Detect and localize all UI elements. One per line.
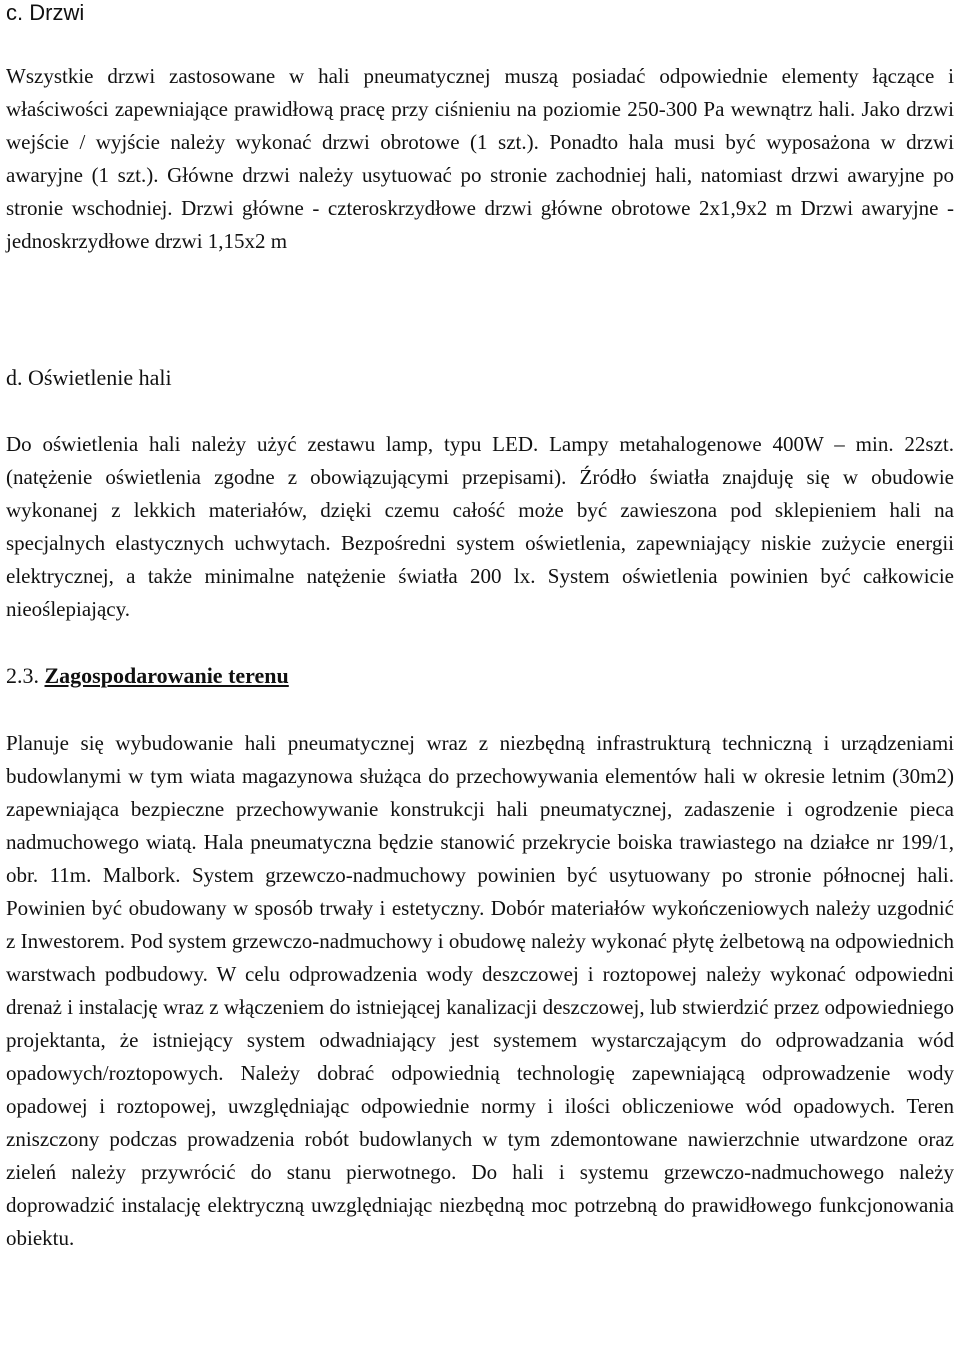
section-number: 2.3. [6,663,39,688]
doors-heading: c. Drzwi [6,0,85,25]
section-title: Zagospodarowanie terenu [44,663,289,688]
land-development-paragraph: Planuje się wybudowanie hali pneumatycznej wraz z niezbędną infrastrukturą techniczną i urządzeniami budowlanymi w tym wiata magazynowa służąca do przechowywania elementów hali w okresie letnim (30m2) zapewniająca bezpieczne przechowywanie konstrukcji hali pneumatycznej, zadaszenie i ogrodzenie pieca nadmuchowego wiatą. Hala pneumatyczna będzie stanowić przekrycie boiska trawiastego na działce nr 199/1, obr. 11m. Malbork. System grzewczo-nadmuchowy powinien być usytuowany po stronie północnej hali. Powinien być obudowany w sposób trwały i estetyczny. Dobór materiałów wykończeniowych należy uzgodnić z Inwestorem. Pod system grzewczo-nadmuchowy i obudowę należy wykonać płytę żelbetową na odpowiednich warstwach podbudowy. W celu odprowadzenia wody deszczowej i roztopowej należy wykonać odpowiedni drenaż i instalację wraz z włączeniem do istniejącej kanalizacji deszczowej, lub stwierdzić przez odpowiedniego projektanta, że istniejący system odwadniający jest systemem wystarczającym do odprowadzania wód opadowych/roztopowych. Należy dobrać odpowiednią technologię zapewniającą odprowadzenie wody opadowej i roztopowej, uwzględniając odpowiednie normy i ilości obliczeniowe wód opadowych. Teren zniszczony podczas prowadzenia robót budowlanych w tym zdemontowane nawierzchnie utwardzone oraz zieleń należy przywrócić do stanu pierwotnego. Do hali i systemu grzewczo-nadmuchowego należy doprowadzić instalację elektryczną uwzględniając niezbędną moc potrzebną do prawidłowego funkcjonowania obiektu. [6,731,954,1250]
lighting-heading: d. Oświetlenie hali [6,365,172,390]
section-heading [6,661,289,691]
doors-paragraph: Wszystkie drzwi zastosowane w hali pneumatycznej muszą posiadać odpowiednie elementy łączące i właściwości zapewniające prawidłową pracę przy ciśnieniu na poziomie 250-300 Pa wewnątrz hali. Jako drzwi wejście / wyjście należy wykonać drzwi obrotowe (1 szt.). Ponadto hala musi być wyposażona w drzwi awaryjne (1 szt.). Główne drzwi należy usytuować po stronie zachodniej hali, natomiast drzwi awaryjne po stronie wschodniej. Drzwi główne - czteroskrzydłowe drzwi główne obrotowe 2x1,9x2 m Drzwi awaryjne - jednoskrzydłowe drzwi 1,15x2 m [6,64,954,253]
lighting-paragraph: Do oświetlenia hali należy użyć zestawu lamp, typu LED. Lampy metahalogenowe 400W – min. 22szt. (natężenie oświetlenia zgodne z obowiązującymi przepisami). Źródło światła znajduję się w obudowie wykonanej z lekkich materiałów, dzięki czemu całość może być zawieszona pod sklepieniem hali na specjalnych elastycznych uchwytach. Bezpośredni system oświetlenia, zapewniający niskie zużycie energii elektrycznej, a także minimalne natężenie światła 200 lx. System oświetlenia powinien być całkowicie nieoślepiający. [6,432,954,621]
